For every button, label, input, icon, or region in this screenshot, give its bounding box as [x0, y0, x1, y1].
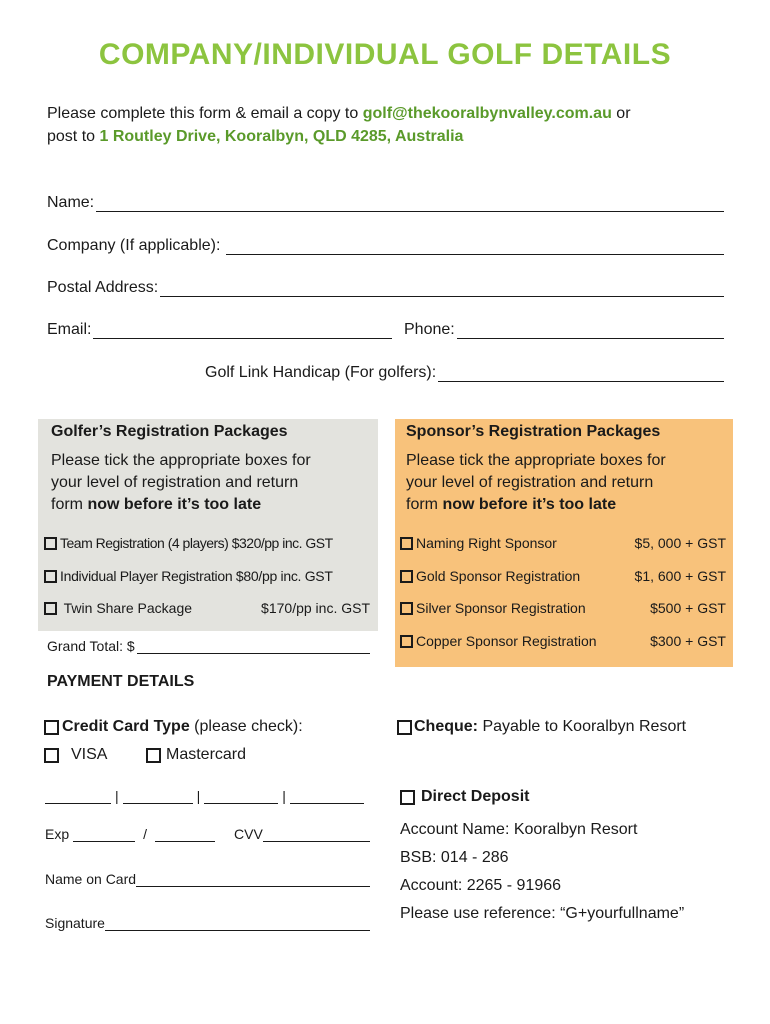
naming-right-price: $5, 000 + GST: [634, 535, 726, 551]
gold-sponsor-price: $1, 600 + GST: [634, 568, 726, 584]
card-sep-1: |: [115, 788, 119, 804]
sponsor-panel-title: Sponsor’s Registration Packages: [406, 423, 661, 440]
company-label: Company (If applicable):: [47, 237, 221, 254]
individual-registration-label: Individual Player Registration $80/pp inc. GST: [60, 568, 333, 584]
sponsor-text-line1: Please tick the appropriate boxes for: [406, 452, 666, 469]
sponsor-text-line2: your level of registration and return: [406, 474, 654, 491]
copper-sponsor-checkbox[interactable]: [400, 635, 413, 648]
name-input-line[interactable]: [96, 194, 724, 212]
golfer-option-individual[interactable]: [44, 568, 370, 584]
golfer-option-team[interactable]: [44, 535, 370, 551]
naming-right-checkbox[interactable]: [400, 537, 413, 550]
credit-card-hint: (please check):: [189, 718, 303, 735]
name-on-card-label: Name on Card: [45, 871, 137, 887]
company-field[interactable]: [47, 237, 724, 255]
intro-line1-pre: Please complete this form & email a copy to: [47, 105, 363, 122]
visa-option[interactable]: [44, 746, 107, 764]
account-name: Account Name: Kooralbyn Resort: [400, 821, 638, 838]
sponsor-text-line3: form: [406, 496, 443, 513]
handicap-label: Golf Link Handicap (For golfers):: [205, 364, 437, 381]
sponsor-panel-instructions: [406, 450, 726, 516]
exp-sep: /: [143, 826, 148, 842]
mastercard-checkbox[interactable]: [146, 748, 161, 763]
cvv-label: CVV: [234, 826, 263, 842]
signature-line[interactable]: [105, 916, 370, 931]
copper-sponsor-label: Copper Sponsor Registration: [416, 633, 597, 649]
payment-reference: Please use reference: “G+yourfullname”: [400, 905, 685, 922]
bank-details: [400, 816, 684, 928]
direct-deposit-label: Direct Deposit: [421, 788, 530, 805]
individual-registration-checkbox[interactable]: [44, 570, 57, 583]
card-number-group-1[interactable]: [45, 789, 111, 804]
team-registration-checkbox[interactable]: [44, 537, 57, 550]
golfer-text-emphasis: now before it’s too late: [87, 496, 262, 513]
card-number-group-2[interactable]: [123, 789, 193, 804]
expiry-field[interactable]: [45, 826, 215, 842]
golfer-panel-instructions: [51, 450, 371, 516]
exp-month-line[interactable]: [73, 827, 135, 842]
mastercard-option[interactable]: [146, 746, 246, 764]
contact-email-link[interactable]: golf@thekooralbynvalley.com.au: [362, 105, 612, 122]
postal-address: 1 Routley Drive, Kooralbyn, QLD 4285, Australia: [99, 128, 464, 145]
sponsor-option-silver[interactable]: [400, 600, 726, 616]
postal-label: Postal Address:: [47, 279, 159, 296]
mastercard-label: Mastercard: [166, 746, 247, 763]
phone-label: Phone:: [404, 321, 455, 338]
credit-card-type-option[interactable]: [44, 718, 303, 736]
cheque-checkbox[interactable]: [397, 720, 412, 735]
intro-line2-pre: post to: [47, 128, 100, 145]
card-number-group-3[interactable]: [204, 789, 278, 804]
silver-sponsor-checkbox[interactable]: [400, 602, 413, 615]
silver-sponsor-label: Silver Sponsor Registration: [416, 600, 586, 616]
golfer-text-line1: Please tick the appropriate boxes for: [51, 452, 311, 469]
exp-label: Exp: [45, 826, 70, 842]
visa-checkbox[interactable]: [44, 748, 59, 763]
cvv-field[interactable]: [234, 826, 370, 842]
intro-text: [47, 102, 747, 148]
name-field[interactable]: [47, 194, 724, 212]
sponsor-option-copper[interactable]: [400, 633, 726, 649]
sponsor-option-gold[interactable]: [400, 568, 726, 584]
exp-year-line[interactable]: [155, 827, 215, 842]
grand-total-line[interactable]: [137, 639, 370, 654]
bsb-number: BSB: 014 - 286: [400, 849, 509, 866]
name-on-card-line[interactable]: [136, 872, 370, 887]
card-sep-3: |: [282, 788, 286, 804]
sponsor-option-naming[interactable]: [400, 535, 726, 551]
direct-deposit-option[interactable]: [400, 788, 529, 806]
card-number-field[interactable]: [45, 788, 364, 804]
twin-share-price: $170/pp inc. GST: [261, 600, 370, 616]
cheque-payee: Payable to Kooralbyn Resort: [478, 718, 687, 735]
email-field[interactable]: [47, 321, 392, 339]
gold-sponsor-label: Gold Sponsor Registration: [416, 568, 581, 584]
cheque-label: Cheque:: [414, 718, 478, 735]
payment-details-heading: PAYMENT DETAILS: [47, 673, 195, 690]
credit-card-checkbox[interactable]: [44, 720, 59, 735]
direct-deposit-checkbox[interactable]: [400, 790, 415, 805]
email-input-line[interactable]: [93, 321, 392, 339]
email-label: Email:: [47, 321, 92, 338]
company-input-line[interactable]: [226, 237, 724, 255]
gold-sponsor-checkbox[interactable]: [400, 570, 413, 583]
account-number: Account: 2265 - 91966: [400, 877, 562, 894]
naming-right-label: Naming Right Sponsor: [416, 535, 557, 551]
phone-field[interactable]: [404, 321, 724, 339]
cheque-option[interactable]: [397, 718, 686, 736]
postal-address-field[interactable]: [47, 279, 724, 297]
twin-share-label: Twin Share Package: [60, 600, 193, 616]
phone-input-line[interactable]: [457, 321, 724, 339]
grand-total-label: Grand Total: $: [47, 638, 135, 654]
visa-label: VISA: [71, 746, 108, 763]
grand-total-field[interactable]: [47, 638, 370, 654]
silver-sponsor-price: $500 + GST: [650, 600, 726, 616]
cvv-line[interactable]: [263, 827, 370, 842]
handicap-input-line[interactable]: [438, 364, 724, 382]
signature-label: Signature: [45, 915, 105, 931]
golfer-option-twin-share[interactable]: [44, 600, 370, 616]
page-title: COMPANY/INDIVIDUAL GOLF DETAILS: [98, 38, 672, 71]
card-sep-2: |: [196, 788, 201, 804]
postal-input-line[interactable]: [160, 279, 724, 297]
team-registration-label: Team Registration (4 players) $320/pp inc. GST: [60, 535, 333, 551]
golfer-text-line3: form: [51, 496, 88, 513]
golfer-panel-title: Golfer’s Registration Packages: [51, 423, 288, 440]
signature-field[interactable]: [45, 915, 370, 931]
card-number-group-4[interactable]: [290, 789, 364, 804]
copper-sponsor-price: $300 + GST: [650, 633, 726, 649]
intro-line1-post: or: [611, 105, 631, 122]
sponsor-text-emphasis: now before it’s too late: [442, 496, 617, 513]
twin-share-checkbox[interactable]: [44, 602, 57, 615]
name-label: Name:: [47, 194, 95, 211]
handicap-field[interactable]: [205, 364, 724, 382]
golfer-text-line2: your level of registration and return: [51, 474, 299, 491]
credit-card-label: Credit Card Type: [62, 718, 190, 735]
name-on-card-field[interactable]: [45, 871, 370, 887]
